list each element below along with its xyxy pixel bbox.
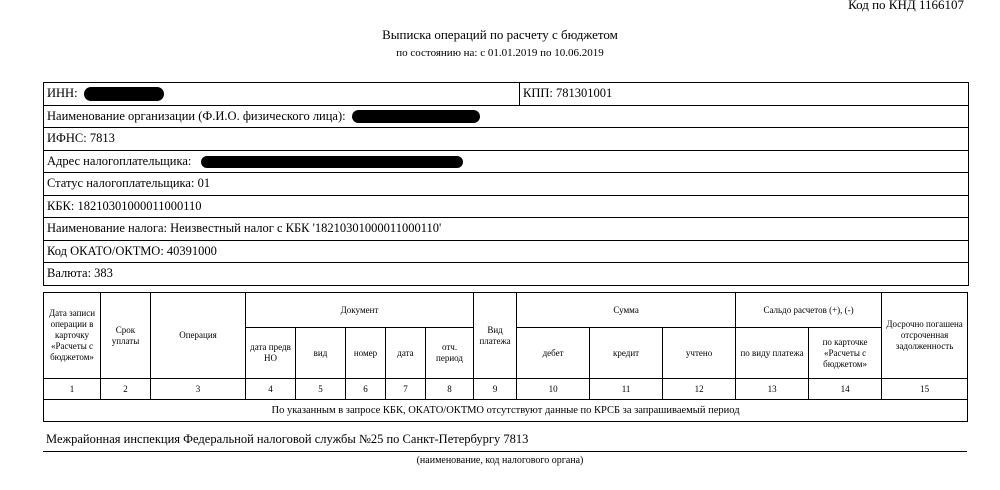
header-sum-credit: кредит: [590, 328, 663, 379]
header-operation: Операция: [151, 293, 246, 379]
header-saldo-by-type: по виду платежа: [736, 328, 809, 379]
header-sum: Сумма: [517, 293, 736, 328]
header-doc-number: номер: [346, 328, 386, 379]
kbk-cell: КБК: 18210301000011000110: [47, 198, 202, 213]
column-number: 6: [346, 379, 386, 400]
no-data-row: [44, 400, 968, 422]
address-redaction: [201, 156, 463, 168]
header-date: Дата записи операции в карточку «Расчеты с бюджетом»: [44, 293, 101, 379]
ifns-cell: ИФНС: 7813: [47, 131, 115, 145]
ifns-row: [44, 128, 968, 151]
column-number: 13: [736, 379, 809, 400]
knd-code: Код по КНД 1166107: [848, 0, 964, 12]
column-number-row: [44, 379, 968, 400]
document-title: Выписка операций по расчету с бюджетом: [382, 27, 618, 42]
column-number: 9: [474, 379, 517, 400]
header-sum-accounted: учтено: [663, 328, 736, 379]
header-payment-type: Вид платежа: [474, 293, 517, 379]
currency-cell: Валюта: 383: [47, 266, 113, 280]
kpp-cell: КПП: 781301001: [523, 86, 613, 100]
operations-table: [43, 292, 968, 422]
inn-cell: [44, 83, 520, 105]
status-row: [44, 173, 968, 196]
column-number: 2: [101, 379, 151, 400]
column-number: 5: [296, 379, 346, 400]
address-row: [44, 151, 968, 174]
column-number: 7: [386, 379, 426, 400]
column-number: 8: [426, 379, 474, 400]
document-period: по состоянию на: с 01.01.2019 по 10.06.2019: [396, 47, 604, 59]
column-number: 3: [151, 379, 246, 400]
org-name-redaction: [352, 110, 480, 123]
header-document: Документ: [246, 293, 474, 328]
tax-name-row: [44, 218, 968, 241]
column-number: 4: [246, 379, 296, 400]
column-number: 1: [44, 379, 101, 400]
column-number: 10: [517, 379, 590, 400]
org-name-cell: [44, 106, 480, 128]
inn-label: ИНН:: [47, 86, 78, 100]
inn-redaction: [84, 87, 164, 101]
column-number: 14: [809, 379, 882, 400]
header-doc-pre-date: дата предв НО: [246, 328, 296, 379]
header-doc-date: дата: [386, 328, 426, 379]
kbk-row: [44, 196, 968, 219]
footer-underline: [43, 451, 967, 452]
tax-name-cell: Наименование налога: Неизвестный налог с КБК '18210301000011000110': [47, 221, 442, 235]
header-doc-period: отч. период: [426, 328, 474, 379]
header-saldo-by-card: по карточке «Расчеты с бюджетом»: [809, 328, 882, 379]
currency-row: [44, 263, 968, 285]
column-number: 15: [882, 379, 968, 400]
status-cell: Статус налогоплательщика: 01: [47, 176, 211, 190]
header-sum-debit: дебет: [517, 328, 590, 379]
tax-authority-caption: (наименование, код налогового органа): [416, 455, 584, 466]
column-number: 11: [590, 379, 663, 400]
tax-authority-name: Межрайонная инспекция Федеральной налоговой службы №25 по Санкт-Петербургу 7813: [46, 432, 529, 446]
table-header-row-1: [44, 293, 968, 328]
org-name-label: Наименование организации (Ф.И.О. физического лица):: [47, 108, 346, 123]
column-number: 12: [663, 379, 736, 400]
header-term: Срок уплаты: [101, 293, 151, 379]
oktmo-row: [44, 241, 968, 264]
header-saldo: Сальдо расчетов (+), (-): [736, 293, 882, 328]
oktmo-cell: Код ОКАТО/ОКТМО: 40391000: [47, 243, 217, 258]
taxpayer-info-block: [43, 82, 969, 286]
header-doc-type: вид: [296, 328, 346, 379]
no-data-message: По указанным в запросе КБК, ОКАТО/ОКТМО отсутствуют данные по КРСБ за запрашиваемый период: [44, 400, 968, 422]
address-cell: [44, 151, 463, 173]
inn-kpp-row: [44, 83, 968, 106]
address-label: Адрес налогоплательщика:: [47, 153, 192, 168]
header-early-repaid: Досрочно погашена отсроченная задолженность: [882, 293, 968, 379]
org-name-row: [44, 106, 968, 129]
